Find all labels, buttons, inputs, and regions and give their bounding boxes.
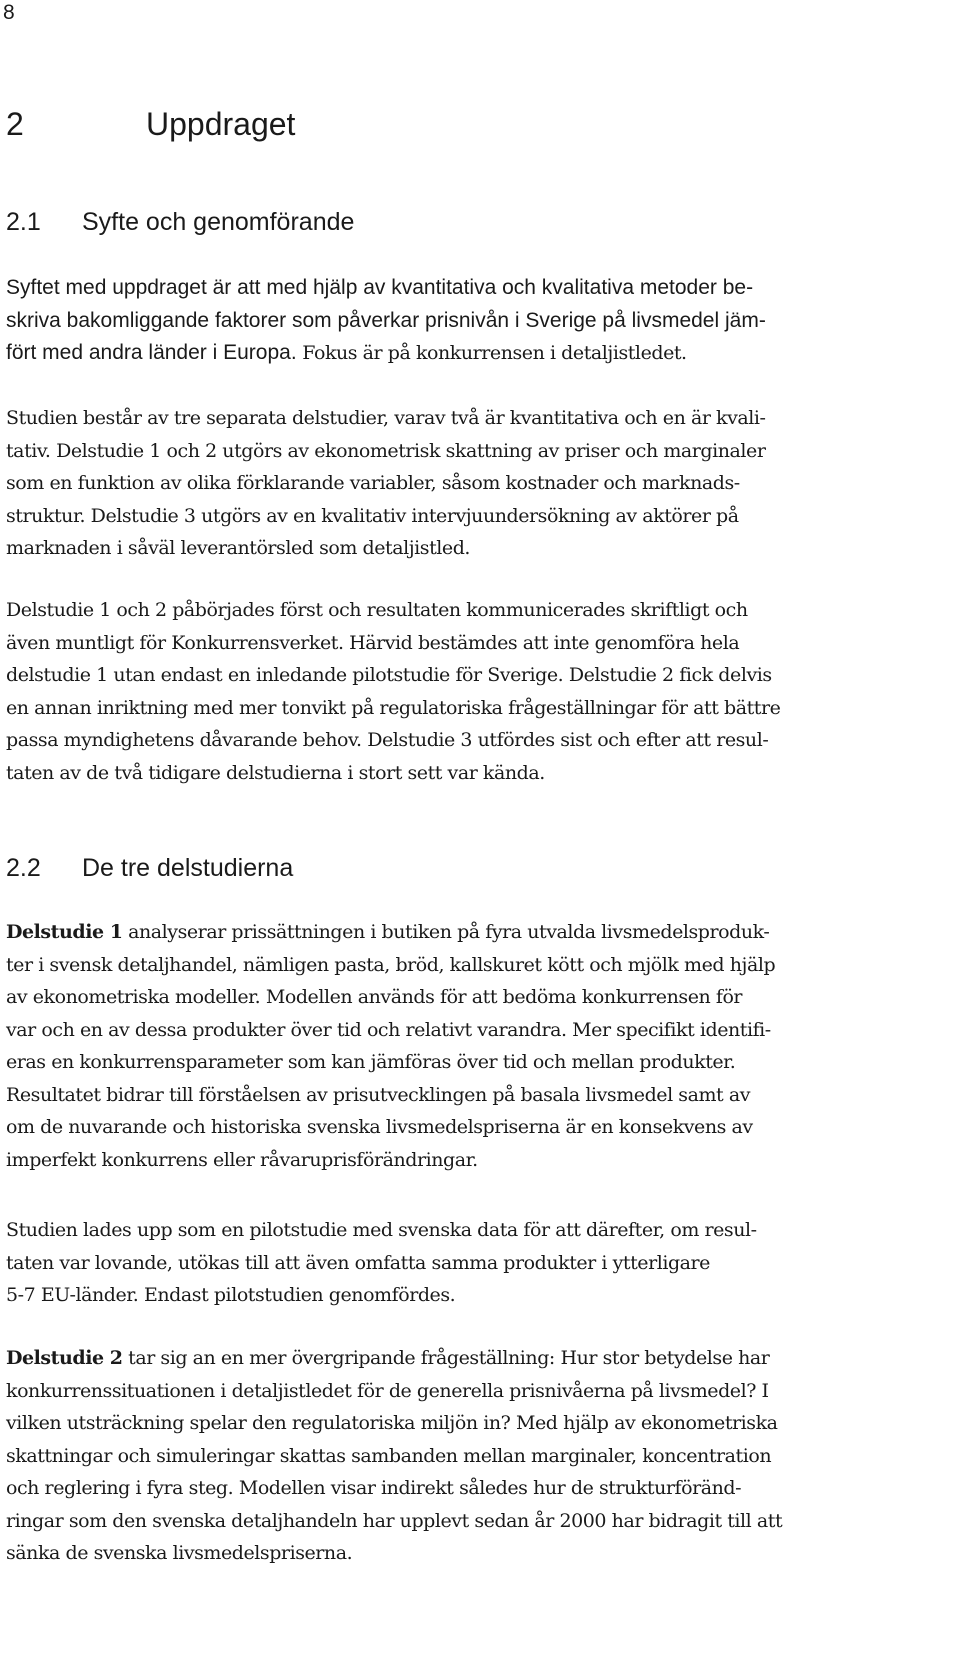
text-line: taten av de två tidigare delstudierna i stort sett var kända. [6, 761, 545, 784]
text-line: taten var lovande, utökas till att även omfatta samma produkter i ytterligare [6, 1251, 710, 1274]
section-title: De tre delstudierna [82, 854, 294, 882]
bold-lead: Delstudie 1 [6, 921, 123, 943]
text-line: Studien lades upp som en pilotstudie med svenska data för att därefter, om resul- [6, 1219, 757, 1241]
text-line: eras en konkurrensparameter som kan jämföras över tid och mellan produkter. [6, 1051, 736, 1073]
text-span: analyserar prissättningen i butiken på fyra utvalda livsmedelsproduk- [122, 921, 770, 943]
text-line: passa myndighetens dåvarande behov. Delstudie 3 utfördes sist och efter att resul- [6, 729, 769, 751]
paragraph-execution [6, 594, 780, 789]
text-line: konkurrenssituationen i detaljistledet för de generella prisnivåerna på livsmedel? I [6, 1379, 769, 1402]
text-line: vilken utsträckning spelar den regulatoriska miljön in? Med hjälp av ekonometriska [6, 1412, 778, 1434]
section-heading-2-1 [6, 206, 354, 238]
text-span: Fokus är på konkurrensen i detaljistledet. [296, 342, 687, 364]
text-line: och reglering i fyra steg. Modellen visar indirekt således hur de strukturföränd- [6, 1477, 742, 1499]
chapter-title: Uppdraget [146, 106, 296, 142]
text-line: skattningar och simuleringar skattas sambanden mellan marginaler, koncentration [6, 1444, 772, 1467]
text-line [6, 916, 775, 949]
text-span: fört med andra länder i Europa. [6, 341, 297, 364]
bold-lead: Delstudie 2 [6, 1347, 123, 1369]
text-line: även muntligt för Konkurrensverket. Härvid bestämdes att inte genomföra hela [6, 631, 740, 654]
chapter-heading [6, 104, 295, 144]
text-line [6, 337, 766, 370]
section-number: 2.1 [6, 208, 41, 236]
text-line: ringar som den svenska detaljhandeln har upplevt sedan år 2000 har bidragit till att [6, 1509, 783, 1532]
text-line: skriva bakomliggande faktorer som påverkar prisnivån i Sverige på livsmedel jäm- [6, 308, 766, 332]
text-line: Studien består av tre separata delstudier, varav två är kvantitativa och en är kvali- [6, 407, 766, 429]
section-title: Syfte och genomförande [82, 208, 355, 236]
text-line: en annan inriktning med mer tonvikt på regulatoriska frågeställningar för att bättre [6, 696, 781, 719]
text-line: om de nuvarande och historiska svenska livsmedelspriserna är en konsekvens av [6, 1116, 753, 1138]
section-heading-2-2 [6, 852, 293, 884]
text-span: tar sig an en mer övergripande frågeställning: Hur stor betydelse har [122, 1347, 770, 1369]
paragraph-pilot-study [6, 1214, 757, 1312]
text-line: struktur. Delstudie 3 utgörs av en kvalitativ intervjuundersökning av aktörer på [6, 504, 739, 527]
paragraph-delstudie-1 [6, 916, 775, 1176]
text-line [6, 1342, 782, 1375]
text-line: av ekonometriska modeller. Modellen används för att bedöma konkurrensen för [6, 986, 743, 1008]
text-line: delstudie 1 utan endast en inledande pilotstudie för Sverige. Delstudie 2 fick delvis [6, 664, 772, 686]
paragraph-studies-overview [6, 402, 766, 565]
page-number: 8 [3, 1, 15, 24]
text-line: var och en av dessa produkter över tid och relativt varandra. Mer specifikt identifi- [6, 1018, 771, 1041]
text-line: marknaden i såväl leverantörsled som detaljistled. [6, 537, 471, 559]
text-line: Resultatet bidrar till förståelsen av prisutvecklingen på basala livsmedel samt av [6, 1083, 750, 1106]
text-line: sänka de svenska livsmedelspriserna. [6, 1542, 353, 1564]
text-line: som en funktion av olika förklarande variabler, såsom kostnader och marknads- [6, 472, 740, 494]
text-line: 5-7 EU-länder. Endast pilotstudien genomfördes. [6, 1284, 456, 1306]
paragraph-delstudie-2 [6, 1342, 782, 1570]
text-line: tativ. Delstudie 1 och 2 utgörs av ekonometrisk skattning av priser och marginaler [6, 439, 766, 462]
paragraph-purpose [6, 272, 766, 370]
text-line: Delstudie 1 och 2 påbörjades först och resultaten kommunicerades skriftligt och [6, 599, 748, 621]
section-number: 2.2 [6, 854, 41, 882]
text-line: imperfekt konkurrens eller råvaruprisförändringar. [6, 1148, 478, 1171]
chapter-number: 2 [6, 106, 24, 142]
text-line: Syftet med uppdraget är att med hjälp av kvantitativa och kvalitativa metoder be- [6, 276, 754, 299]
text-line: ter i svensk detaljhandel, nämligen pasta, bröd, kallskuret kött och mjölk med hjälp [6, 953, 776, 976]
